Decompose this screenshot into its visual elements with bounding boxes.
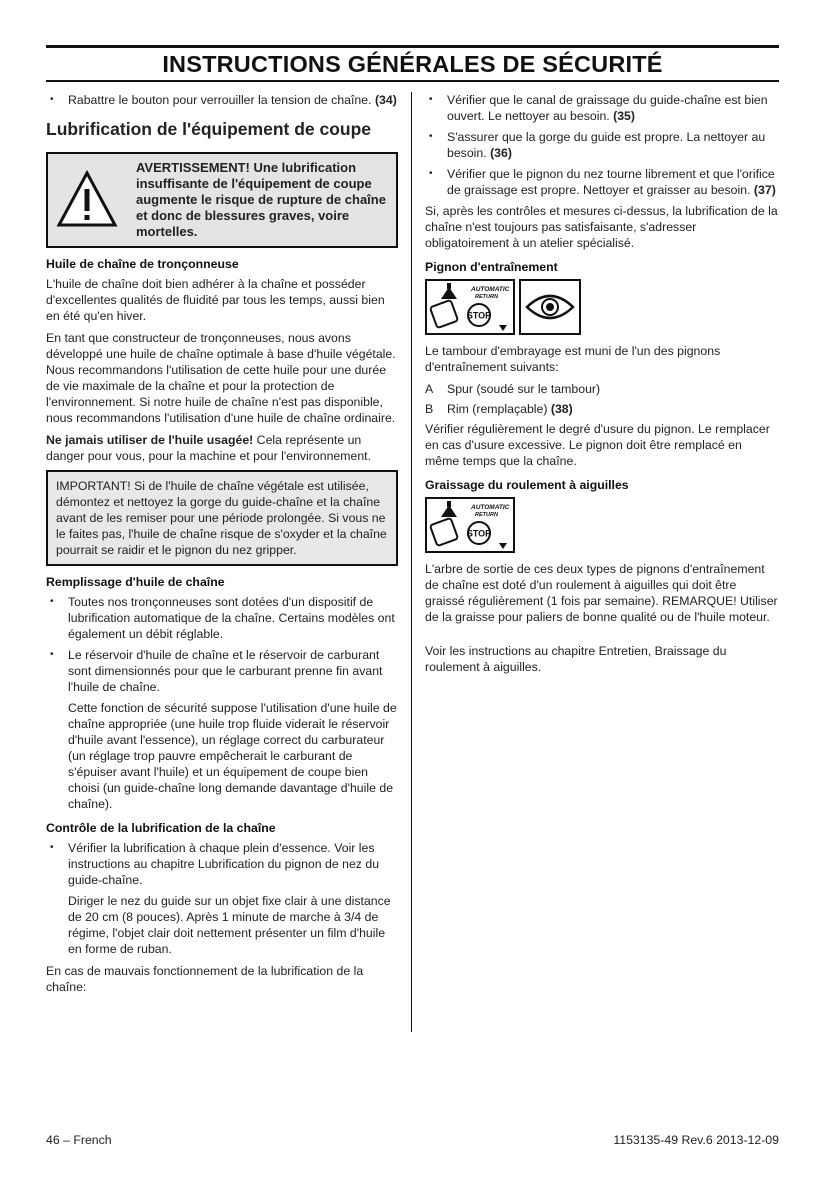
header-rule-top	[46, 45, 779, 48]
list-item-b: B Rim (remplaçable) (38)	[425, 402, 573, 416]
bullet: • Vérifier que le pignon du nez tourne librement et que l'orifice de graissage est propre. Nettoyer et graisser au besoin. (37)	[425, 166, 779, 198]
svg-text:RETURN: RETURN	[475, 294, 498, 300]
bullet: • Le réservoir d'huile de chaîne et le réservoir de carburant sont dimensionnés pour que le carburant prenne fin avant l'huile de chaîne.	[46, 647, 398, 695]
svg-text:AUTOMATIC: AUTOMATIC	[471, 286, 510, 293]
paragraph: Voir les instructions au chapitre Entretien, Braissage du roulement à aiguilles.	[425, 644, 727, 674]
paragraph-indented: Cette fonction de sécurité suppose l'utilisation d'une huile de chaîne appropriée (une huile trop fluide viderait le réservoir d'huile avant l'essence), un réglage correct du carburateur (un réglage trop pauvre empêcherait le carburant de s'épuiser avant l'huile) et un équipement de coupe bien choisi (un guide-chaîne long demande davantage d'huile de chaîne).	[68, 701, 397, 811]
svg-text:RETURN: RETURN	[475, 512, 498, 518]
left-column	[46, 92, 398, 1001]
bullet: • Vérifier la lubrification à chaque plein d'essence. Voir les instructions au chapitre Lubrification du pignon de nez du guide-chaîne.	[46, 840, 398, 888]
heading-needle-bearing: Graissage du roulement à aiguilles	[425, 478, 629, 492]
paragraph: Si, après les contrôles et mesures ci-dessus, la lubrification de la chaîne n'est toujours pas satisfaisante, s'adresser obligatoirement à un atelier spécialisé.	[425, 204, 778, 250]
heading-chain-oil: Huile de chaîne de tronçonneuse	[46, 257, 239, 271]
eye-icon	[519, 279, 581, 335]
header-rule-bottom	[46, 80, 779, 82]
section-title-lubrification: Lubrification de l'équipement de coupe	[46, 119, 372, 139]
auto-return-stop-icon	[425, 497, 515, 553]
symbol-row	[425, 279, 779, 335]
svg-text:STOP: STOP	[466, 528, 492, 539]
bullet: • Vérifier que le canal de graissage du guide-chaîne est bien ouvert. Le nettoyer au besoin. (35)	[425, 92, 779, 124]
column-divider	[411, 92, 412, 1032]
warning-box	[46, 152, 398, 248]
bullet: • Toutes nos tronçonneuses sont dotées d'un dispositif de lubrification automatique de la chaîne. Certains modèles ont également un débit réglable.	[46, 594, 398, 642]
paragraph: En tant que constructeur de tronçonneuses, nous avons développé une huile de chaîne optimale à base d'huile végétale. Nous recommandons l'utilisation de cette huile pour une durée de vie maximale de la chaîne et pour la protection de l'environnement. Si notre huile de chaîne n'est pas disponible, nous recommandons l'utilisation d'une huile de chaîne ordinaire.	[46, 331, 396, 425]
bullet-lock-tension: • Rabattre le bouton pour verrouiller la tension de chaîne. (34)	[46, 92, 398, 108]
warning-triangle-icon	[56, 169, 118, 231]
paragraph-indented: Diriger le nez du guide sur un objet fixe clair à une distance de 20 cm (8 pouces). Après 1 minute de marche à 3/4 de régime, l'objet clair doit nettement présenter un film d'huile en forme de ruban.	[68, 894, 391, 956]
paragraph: Le tambour d'embrayage est muni de l'un des pignons d'entraînement suivants:	[425, 344, 721, 374]
auto-return-stop-icon	[425, 279, 515, 335]
symbol-row	[425, 497, 779, 553]
page-number: 46 – French	[46, 1133, 112, 1147]
heading-lubrication-check: Contrôle de la lubrification de la chaîne	[46, 821, 276, 835]
paragraph: L'huile de chaîne doit bien adhérer à la chaîne et posséder d'excellentes qualités de fluidité par tous les temps, aussi bien en été qu'en hiver.	[46, 277, 385, 323]
bullet: • S'assurer que la gorge du guide est propre. La nettoyer au besoin. (36)	[425, 129, 779, 161]
heading-oil-filling: Remplissage d'huile de chaîne	[46, 575, 225, 589]
right-column	[425, 92, 779, 681]
warning-text: AVERTISSEMENT! Une lubrification insuffisante de l'équipement de coupe augmente le risque de rupture de chaîne et donc de blessures graves, voire mortelles.	[136, 160, 386, 239]
important-box: IMPORTANT! Si de l'huile de chaîne végétale est utilisée, démontez et nettoyez la gorge du guide-chaîne et la chaîne avant de les remiser pour une période prolongée. Si vous ne le faites pas, l'huile de chaîne risque de s'oxyder et la chaîne pourrait se raidir et le pignon du nez gripper.	[46, 470, 398, 566]
list-item-a: A Spur (soudé sur le tambour)	[425, 382, 601, 396]
paragraph: En cas de mauvais fonctionnement de la lubrification de la chaîne:	[46, 964, 364, 994]
heading-drive-sprocket: Pignon d'entraînement	[425, 260, 558, 274]
paragraph: L'arbre de sortie de ces deux types de pignons d'entraînement de chaîne est doté d'un roulement à aiguilles qui doit être graissé régulièrement (1 fois par semaine). REMARQUE! Utiliser de la graisse pour paliers de bonne qualité ou de l'huile moteur.	[425, 562, 778, 624]
paragraph: Vérifier régulièrement le degré d'usure du pignon. Le remplacer en cas d'usure excessive. Le pignon doit être remplacé en même temps que la chaîne.	[425, 422, 770, 468]
svg-text:STOP: STOP	[466, 310, 492, 321]
document-reference: 1153135-49 Rev.6 2013-12-09	[613, 1133, 779, 1147]
paragraph: Ne jamais utiliser de l'huile usagée! Cela représente un danger pour vous, pour la machine et pour l'environnement.	[46, 433, 371, 463]
page-title: INSTRUCTIONS GÉNÉRALES DE SÉCURITÉ	[162, 51, 663, 77]
svg-text:AUTOMATIC: AUTOMATIC	[471, 504, 510, 511]
